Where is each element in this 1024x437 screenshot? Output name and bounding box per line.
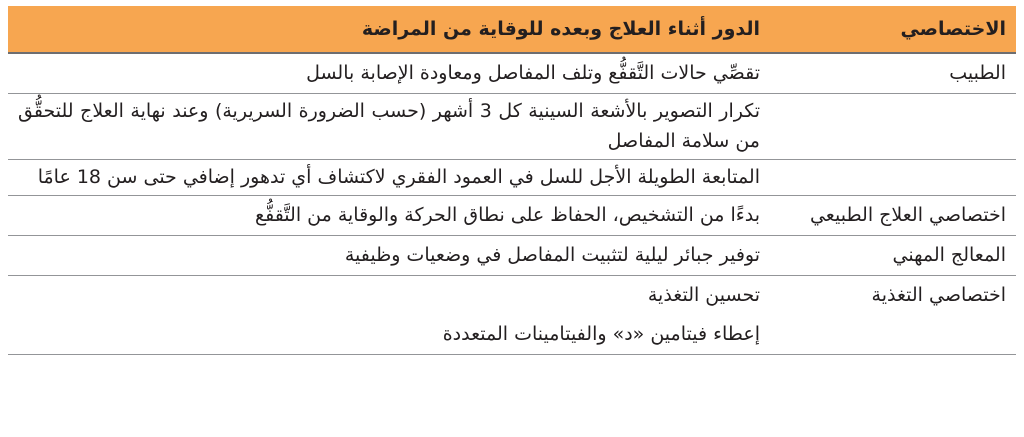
description-cell: المتابعة الطويلة الأجل للسل في العمود الفقري لاكتشاف أي تدهور إضافي حتى سن 18 عامًا xyxy=(8,160,772,196)
role-cell: اختصاصي التغذية xyxy=(871,284,1006,306)
description-cell: إعطاء فيتامين «د» والفيتامينات المتعددة xyxy=(8,315,772,355)
roles-table xyxy=(8,6,1016,355)
role-cell: المعالج المهني xyxy=(772,236,1016,276)
role-cell: الطبيب xyxy=(772,53,1016,94)
description-cell: بدءًا من التشخيص، الحفاظ على نطاق الحركة والوقاية من التَّقفُّع xyxy=(8,196,772,236)
table-row xyxy=(8,53,1016,94)
table-row xyxy=(8,236,1016,276)
table-header xyxy=(8,6,1016,53)
table-row xyxy=(8,315,1016,355)
role-cell xyxy=(772,315,1016,355)
description-cell: تكرار التصوير بالأشعة السينية كل 3 أشهر (حسب الضرورة السريرية) وعند نهاية العلاج للتحقُّق من سلامة المفاصل xyxy=(8,94,772,160)
description-cell: تحسين التغذية xyxy=(647,284,760,306)
table-row xyxy=(8,160,1016,196)
table-row xyxy=(8,94,1016,160)
role-cell: اختصاصي العلاج الطبيعي xyxy=(772,196,1016,236)
role-cell xyxy=(772,94,1016,160)
description-cell: تقصِّي حالات التَّقفُّع وتلف المفاصل ومعاودة الإصابة بالسل xyxy=(8,53,772,94)
table-body xyxy=(8,53,1016,355)
table-row xyxy=(8,196,1016,236)
header-row xyxy=(8,6,1016,53)
header-description: الدور أثناء العلاج وبعده للوقاية من المراضة xyxy=(8,6,772,53)
header-role: الاختصاصي xyxy=(772,6,1016,53)
table-row xyxy=(8,276,1016,316)
role-cell xyxy=(772,160,1016,196)
description-cell: توفير جبائر ليلية لتثبيت المفاصل في وضعيات وظيفية xyxy=(8,236,772,276)
